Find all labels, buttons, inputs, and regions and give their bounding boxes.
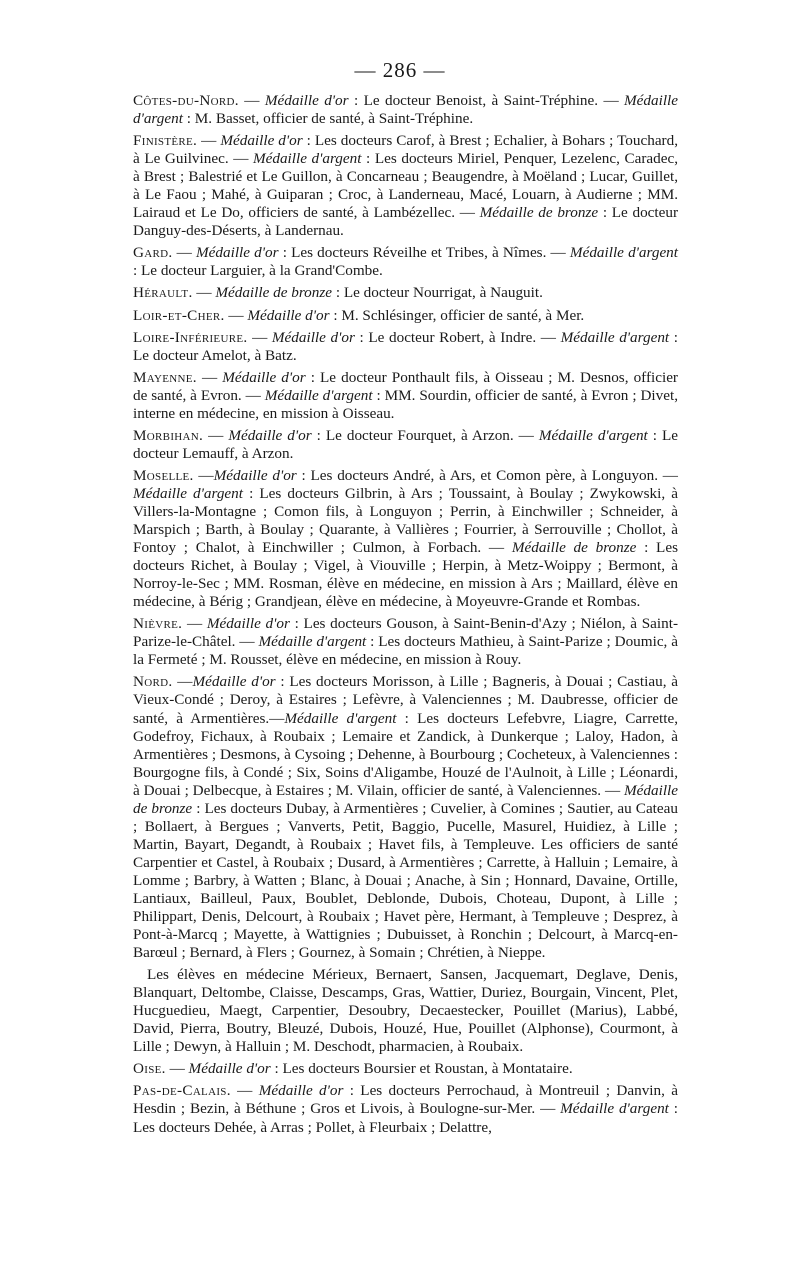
text-run: —	[247, 328, 272, 346]
text-run: Les élèves en médecine Mérieux, Bernaert, Sansen, Jacquemart, Deglave, Denis, Blanquart, Deltombe, Claisse, Descamps, Gras, Wattier, Duriez, Bourgain, Vincent, Plet, Hucguedieu, Maegt, Carpentier, Desoubry, Decaestecker, Pouillet (Marius), Labbé, David, Pierra, Boutry, Bleuzé, Dubois, Houzé, Hue, Pouillet (Alphonse), Courmont, à Lille ; Dewyn, à Halluin ; M. Deschodt, pharmacien, à Roubaix.	[133, 966, 678, 1056]
medal-label: Médaille d'argent	[264, 386, 373, 404]
paragraph	[133, 307, 678, 325]
text-run: : Le docteur Robert, à Indre. —	[354, 328, 561, 346]
paragraph	[133, 673, 678, 962]
text-run: : Le docteur Danguy-des-Déserts, à Landernau.	[133, 204, 679, 240]
text-run: : Les docteurs Dehée, à Arras ; Pollet, à Fleurbaix ; Delattre,	[133, 1100, 678, 1136]
text-run: —	[230, 1082, 259, 1100]
medal-label: Médaille d'or	[213, 466, 297, 484]
medal-label: Médaille de bronze	[511, 539, 637, 557]
department-name: Morbihan.	[133, 426, 204, 444]
paragraph	[133, 244, 678, 280]
department-name: Loire-Inférieure.	[133, 328, 248, 346]
medal-label: Médaille de bronze	[133, 781, 678, 817]
medal-label: Médaille d'argent	[560, 1100, 669, 1118]
department-name: Côtes-du-Nord.	[133, 92, 239, 109]
paragraph	[133, 132, 678, 240]
text-run: —	[172, 244, 197, 262]
text-run: : Les docteurs Gilbrin, à Ars ; Toussaint, à Boulay ; Zwykowski, à Villers-la-Montagne ; Comon fils, à Longuyon ; Perrin, à Einchwiller ; Schneider, à Marspich ; Barth, à Boulay ; Quarante, à Vallières ; Fourrier, à Serrouville ; Chollot, à Fontoy ; Chalot, à Einchwiller ; Culmon, à Forbach. —	[133, 484, 678, 557]
department-name: Oise.	[133, 1060, 166, 1078]
text-run: : Les docteurs Richet, à Boulay ; Vigel, à Viouville ; Herpin, à Metz-Woippy ; Bermont, à Norroy-le-Sec ; MM. Rosman, élève en médecine, en mission à Ars ; Maillard, élève en médecine, à Bérig ; Grandjean, élève en médecine, à Moyeuvre-Grande et Rombas.	[133, 539, 678, 611]
text-run: : M. Schlésinger, officier de santé, à Mer.	[329, 306, 585, 324]
text-run: —	[224, 306, 248, 324]
paragraph	[133, 329, 678, 365]
document-body	[133, 92, 678, 1141]
paragraph	[133, 615, 678, 669]
medal-label: Médaille d'or	[188, 1060, 271, 1078]
medal-label: Médaille d'argent	[133, 484, 243, 502]
text-run: —	[203, 426, 229, 444]
medal-label: Médaille d'or	[206, 615, 290, 633]
medal-label: Médaille d'argent	[258, 633, 367, 651]
text-run: —	[165, 1060, 189, 1078]
medal-label: Médaille d'or	[192, 673, 276, 691]
medal-label: Médaille d'or	[222, 368, 306, 386]
medal-label: Médaille de bronze	[215, 284, 333, 302]
text-run: : Les docteurs André, à Ars, et Comon père, à Longuyon. —	[296, 466, 678, 484]
paragraph	[133, 369, 678, 423]
text-run: : Les docteurs Carof, à Brest ; Echalier, à Bohars ; Touchard, à Le Guilvinec. —	[133, 132, 679, 168]
text-run: : Le docteur Amelot, à Batz.	[133, 328, 678, 364]
text-run: : Les docteurs Lefebvre, Liagre, Carrette, Godefroy, Fichaux, à Roubaix ; Lemaire et Zandick, à Dunkerque ; Laloy, Hadon, à Armentières ; Desmons, à Cysoing ; Dehenne, à Bourbourg ; Cocheteux, à Valenciennes : Bourgogne fils, à Condé ; Six, Soins d'Aligambe, Houzé de l'Aulnoit, à Lille ; Léonardi, à Douai ; Delbecque, à Estaires ; M. Vilain, officier de santé, à Valenciennes. —	[133, 709, 678, 799]
text-run: : Les docteurs Mathieu, à Saint-Parize ; Doumic, à la Fermeté ; M. Rousset, élève en médecine, en mission à Rouy.	[133, 633, 678, 669]
medal-label: Médaille d'or	[228, 426, 312, 444]
paragraph	[133, 1082, 678, 1136]
department-name: Loir-et-Cher.	[133, 306, 225, 324]
medal-label: Médaille d'or	[264, 92, 349, 109]
text-run: : Les docteurs Réveilhe et Tribes, à Nîmes. —	[278, 244, 570, 262]
text-run: : Le docteur Nourrigat, à Nauguit.	[332, 284, 543, 302]
paragraph	[133, 92, 678, 128]
department-name: Finistère.	[133, 132, 198, 150]
paragraph	[133, 1060, 678, 1078]
medal-label: Médaille d'or	[196, 244, 279, 262]
text-run: : Les docteurs Miriel, Penquer, Lezelenc, Caradec, à Brest ; Balestrié et Le Guillon, à Concarneau ; Beaugendre, à Moëland ; Lucar, Guillet, à Le Faou ; Mahé, à Guiparan ; Croc, à Landerneau, Macé, Louarn, à Audierne ; MM. Lairaud et Le Do, officiers de santé, à Lambézellec. —	[133, 150, 678, 222]
paragraph	[133, 427, 678, 463]
medal-label: Médaille d'argent	[133, 92, 679, 128]
department-name: Pas-de-Calais.	[133, 1082, 231, 1100]
text-run: —	[196, 368, 223, 386]
text-run: —	[193, 466, 214, 484]
text-run: : MM. Sourdin, officier de santé, à Evron ; Divet, interne en médecine, en mission à Oisseau.	[133, 386, 678, 422]
text-run: —	[182, 615, 207, 633]
medal-label: Médaille d'argent	[252, 150, 362, 168]
text-run: —	[192, 284, 216, 302]
text-run: : Les docteurs Boursier et Roustan, à Montataire.	[270, 1060, 573, 1078]
department-name: Moselle.	[133, 466, 194, 484]
text-run: : Le docteur Ponthault fils, à Oisseau ; M. Desnos, officier de santé, à Evron. —	[133, 368, 678, 404]
text-run: —	[197, 132, 221, 150]
text-run: —	[172, 673, 193, 691]
department-name: Gard.	[133, 244, 173, 262]
medal-label: Médaille d'or	[258, 1082, 344, 1100]
paragraph	[133, 467, 678, 611]
page-number: — 286 —	[354, 58, 446, 82]
paragraph	[133, 284, 678, 302]
text-run: : Les docteurs Morisson, à Lille ; Bagneris, à Douai ; Castiau, à Vieux-Condé ; Deroy, à Estaires ; Lefèvre, à Valenciennes ; M. Daubresse, officier de santé, à Armentières.—	[133, 673, 679, 727]
medal-label: Médaille d'argent	[284, 709, 397, 727]
paragraph	[133, 966, 678, 1056]
department-name: Nièvre.	[133, 615, 183, 633]
text-run: : Le docteur Benoist, à Saint-Tréphine. —	[348, 92, 625, 109]
text-run: : Les docteurs Dubay, à Armentières ; Cuvelier, à Comines ; Sautier, au Cateau ; Bollaert, à Bergues ; Vanverts, Petit, Baggio, Pucelle, Masurel, Huidiez, à Lille ; Martin, Bayart, Degandt, à Roubaix ; Havet fils, à Templeuve. Les officiers de santé Carpentier et Castel, à Roubaix ; Dusard, à Armentières ; Carrette, à Halluin ; Lemaire, à Lomme ; Barbry, à Watten ; Blanc, à Douai ; Anache, à Sin ; Honnard, Davaine, Ortille, Lantiaux, Bailleul, Paux, Boublet, Deblonde, Dubois, Choteau, Dupont, à Lille ; Philippart, Denis, Delcourt, à Roubaix ; Havet père, Hermant, à Templeuve ; Desprez, à Pont-à-Marcq ; Mayette, à Wattignies ; Dubuisset, à Ronchin ; Delcourt, à Marcq-en-Barœul ; Bernard, à Flers ; Gournez, à Somain ; Chrétien, à Nieppe.	[133, 799, 678, 962]
text-run: : Les docteurs Gouson, à Saint-Benin-d'Azy ; Niélon, à Saint-Parize-le-Châtel. —	[133, 615, 679, 651]
medal-label: Médaille de bronze	[479, 204, 599, 222]
department-name: Hérault.	[133, 284, 193, 302]
medal-label: Médaille d'or	[220, 132, 303, 150]
text-run: : Le docteur Lemauff, à Arzon.	[133, 426, 678, 462]
text-run: : Le docteur Fourquet, à Arzon. —	[311, 426, 539, 444]
department-name: Nord.	[133, 673, 173, 691]
text-run: : M. Basset, officier de santé, à Saint-Tréphine.	[182, 110, 474, 128]
medal-label: Médaille d'argent	[560, 328, 670, 346]
text-run: —	[238, 92, 265, 109]
medal-label: Médaille d'or	[271, 328, 355, 346]
department-name: Mayenne.	[133, 368, 197, 386]
medal-label: Médaille d'or	[247, 306, 330, 324]
medal-label: Médaille d'argent	[538, 426, 648, 444]
medal-label: Médaille d'argent	[569, 244, 678, 262]
text-run: : Les docteurs Perrochaud, à Montreuil ; Danvin, à Hesdin ; Bezin, à Béthune ; Gros et Livois, à Boulogne-sur-Mer. —	[133, 1082, 678, 1118]
text-run: : Le docteur Larguier, à la Grand'Combe.	[133, 262, 383, 280]
